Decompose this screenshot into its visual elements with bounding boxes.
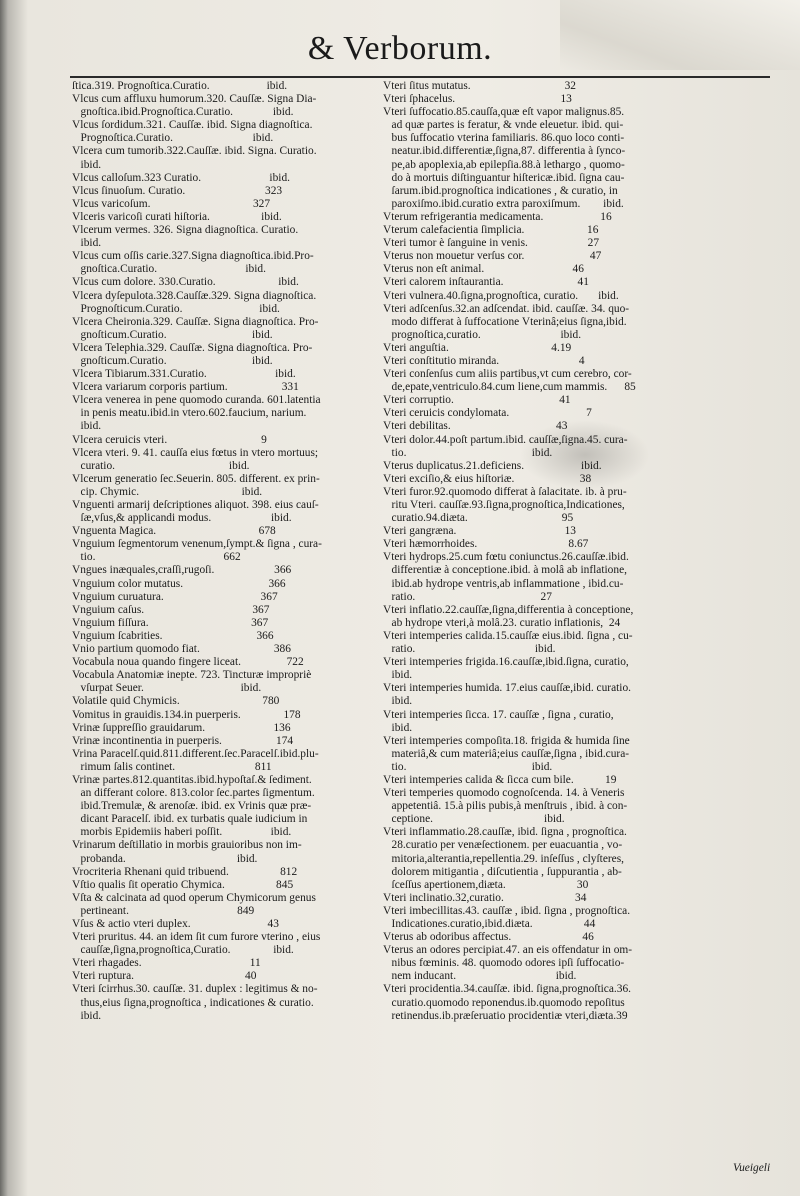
- index-line: Vnguium fiſſura. 367: [72, 616, 269, 629]
- header-rule: [70, 76, 770, 78]
- index-line: Vterus ab odoribus affectus. 46: [383, 931, 594, 944]
- index-line: ſceſſus apertionem,diæta. 30: [383, 878, 589, 891]
- index-line: mitoria,alterantia,repellentia.29. inſeſſus , clyſteres,: [383, 852, 625, 865]
- catchword: Vueigeli: [733, 1162, 771, 1174]
- index-line: Vnguium ſegmentorum venenum,ſympt.& ſigna , cura-: [72, 538, 322, 551]
- index-line: ritu Vteri. cauſſæ.93.ſigna,prognoſtica,Indicationes,: [383, 499, 625, 511]
- index-line: Prognoſtica.Curatio. ibid.: [72, 132, 274, 145]
- index-line: Vteri imbecillitas.43. cauſſæ , ibid. ſigna , prognoſtica.: [383, 904, 631, 917]
- index-line: curatio.94.diæta. 95: [383, 512, 574, 525]
- index-line: Vſtio qualis ſit operatio Chymica. 845: [72, 878, 294, 891]
- index-line: Vterus an odores percipiat.47. an eis offendatur in om-: [383, 944, 633, 957]
- index-line: Vteri intemperies ſicca. 17. cauſſæ , ſigna , curatio,: [383, 708, 614, 721]
- index-line: Vrinæ partes.812.quantitas.ibid.hypoſtaſ.& ſediment.: [72, 773, 312, 786]
- index-line: Vteri intemperies frigida.16.cauſſæ,ibid.ſigna, curatio,: [383, 656, 629, 669]
- index-line: Vteri conſenſus cum aliis partibus,vt cum cerebro, cor-: [383, 368, 632, 381]
- index-line: Vteri temperies quomodo cognoſcenda. 14. à Veneris: [383, 787, 625, 800]
- index-line: curatio.quomodo reponendus.ib.quomodo repoſitus: [383, 996, 625, 1009]
- index-line: Vlceris varicoſi curati hiſtoria. ibid.: [72, 210, 282, 223]
- index-line: Vteri rhagades. 11: [72, 957, 261, 970]
- index-line: ibid.: [383, 669, 413, 682]
- index-line: ibid.ab hydrope ventris,ab inflammatione , ibid.cu-: [383, 577, 624, 590]
- index-line: Vteri intemperies calida & ſicca cum bile. 19: [383, 773, 617, 786]
- index-line: Vnguium curuatura. 367: [72, 590, 278, 603]
- index-line: Vlcera Telephia.329. Cauſſæ. Signa diagnoſtica. Pro-: [72, 341, 313, 354]
- index-line: Vterus non mouetur verſus cor. 47: [383, 250, 602, 263]
- index-line: Vſta & calcinata ad quod operum Chymicorum genus: [72, 891, 316, 904]
- index-line: modo differat à ſuffocatione Vterinâ;eius ſigna,ibid.: [383, 315, 627, 328]
- index-line: Vteri exciſio,& eius hiſtoriæ. 38: [383, 472, 592, 485]
- index-line: Vlcus cum affluxu humorum.320. Cauſſæ. Signa Dia-: [72, 93, 317, 106]
- index-line: cip. Chymic. ibid.: [72, 485, 263, 498]
- index-line: ratio. 27: [383, 590, 552, 603]
- index-line: Vnguium caſus. 367: [72, 603, 270, 616]
- index-line: Vlcera Tibiarum.331.Curatio. ibid.: [72, 368, 296, 381]
- index-line: de,epate,ventriculo.84.cum liene,cum mammis. 85: [383, 381, 636, 394]
- index-line: Vteri ruptura. 40: [72, 970, 257, 983]
- index-line: curatio. ibid.: [72, 459, 250, 472]
- index-line: ibid.: [383, 721, 413, 734]
- index-line: Vlcera venerea in pene quomodo curanda. 601.latentia: [72, 394, 321, 407]
- index-line: Vteri intemperies compoſita.18. frigida & humida ſine: [383, 734, 630, 747]
- index-line: Vlcus cum dolore. 330.Curatio. ibid.: [72, 276, 299, 289]
- index-line: Vnguium color mutatus. 366: [72, 577, 286, 590]
- index-line: Vteri intemperies calida.15.cauſſæ eius.ibid. ſigna , cu-: [383, 629, 633, 642]
- index-line: Vteri hydrops.25.cum fœtu coniunctus.26.cauſſæ.ibid.: [383, 551, 629, 564]
- index-line: Vteri corruptio. 41: [383, 394, 571, 407]
- index-line: Vlcera cum tumorib.322.Cauſſæ. ibid. Signa. Curatio.: [72, 145, 317, 158]
- index-line: Vlcerum vermes. 326. Signa diagnoſtica. Curatio.: [72, 224, 299, 237]
- index-line: Vteri tumor è ſanguine in venis. 27: [383, 237, 600, 250]
- index-line: Vnguenta Magica. 678: [72, 525, 276, 538]
- index-line: Vnio partium quomodo fiat. 386: [72, 643, 291, 656]
- index-line: Vlcus ſinuoſum. Curatio. 323: [72, 184, 283, 197]
- index-line: Vteri procidentia.34.cauſſæ. ibid. ſigna,prognoſtica.36.: [383, 983, 632, 996]
- index-line: Vlcus calloſum.323 Curatio. ibid.: [72, 171, 290, 184]
- index-line: Vteri hæmorrhoides. 8.67: [383, 538, 589, 551]
- index-line: Volatile quid Chymicis. 780: [72, 695, 280, 708]
- page-header: & Verborum.: [307, 30, 493, 67]
- index-line: Vrocriteria Rhenani quid tribuend. 812: [72, 865, 298, 878]
- index-line: ceptione. ibid.: [383, 813, 565, 826]
- index-line: gnoſtica.Curatio. ibid.: [72, 263, 266, 276]
- index-line: Vteri calorem inſtaurantia. 41: [383, 276, 589, 289]
- index-line: Vteri dolor.44.poſt partum.ibid. cauſſæ,ſigna.45. cura-: [383, 433, 628, 446]
- index-line: Vlcus ſordidum.321. Cauſſæ. ibid. Signa diagnoſtica.: [72, 119, 313, 132]
- index-line: ſarum.ibid.prognoſtica indicationes , & curatio, in: [383, 184, 618, 197]
- index-line: tio. ibid.: [383, 760, 553, 773]
- left-column: [72, 80, 370, 1023]
- index-line: 28.curatio per venæſectionem. per euacuantia , vo-: [383, 839, 623, 852]
- index-line: Vteri debilitas. 43: [383, 420, 568, 433]
- index-line: ibid.: [72, 420, 102, 433]
- index-line: Vteri inclinatio.32,curatio. 34: [383, 891, 587, 904]
- index-line: gnoſticum.Curatio. ibid.: [72, 354, 273, 367]
- index-line: ſtica.319. Prognoſtica.Curatio. ibid.: [72, 80, 288, 92]
- index-line: Vteri intemperies humida. 17.eius cauſſæ,ibid. curatio.: [383, 682, 632, 695]
- index-line: dolorem mitigantia , diſcutientia , ſuppurantia , ab-: [383, 865, 622, 878]
- index-line: ſæ,vſus,& applicandi modus. ibid.: [72, 512, 292, 525]
- index-line: Vteri gangræna. 13: [383, 525, 576, 538]
- index-line: neatur.ibid.differentiæ,ſigna,87. differentia à ſynco-: [383, 145, 626, 158]
- index-line: ibid.: [72, 237, 102, 250]
- index-line: Vteri ſphacelus. 13: [383, 93, 572, 106]
- index-line: retinendus.ib.præſeruatio procidentiæ vteri,diæta.39: [383, 1009, 628, 1022]
- index-line: gnoſtica.ibid.Prognoſtica.Curatio. ibid.: [72, 106, 294, 119]
- index-line: Vteri inflammatio.28.cauſſæ, ibid. ſigna , prognoſtica.: [383, 826, 627, 839]
- index-line: Vrinarum deſtillatio in morbis grauioribus non im-: [72, 839, 302, 852]
- index-line: Vterum refrigerantia medicamenta. 16: [383, 210, 612, 223]
- index-line: Vlcus varicoſum. 327: [72, 197, 271, 210]
- index-line: Vteri adſcenſus.32.an adſcendat. ibid. cauſſæ. 34. quo-: [383, 302, 630, 315]
- index-line: Vlcera ceruicis vteri. 9: [72, 433, 267, 446]
- index-line: differentiæ à conceptione.ibid. à molâ ab inflatione,: [383, 564, 627, 577]
- index-line: Vomitus in grauidis.134.in puerperis. 178: [72, 708, 301, 721]
- index-line: Vterum calefacientia ſimplicia. 16: [383, 224, 599, 237]
- index-line: Vnguenti armarij deſcriptiones aliquot. 398. eius cauſ-: [72, 499, 319, 511]
- index-line: morbis Epidemiis haberi poſſit. ibid.: [72, 826, 292, 839]
- index-line: gnoſticum.Curatio. ibid.: [72, 328, 273, 341]
- index-line: Vlcerum generatio ſec.Seuerin. 805. different. ex prin-: [72, 472, 320, 485]
- index-line: ibid.Tremulæ, & arenoſæ. ibid. ex Vrinis quæ præ-: [72, 800, 312, 813]
- index-line: cauſſæ,ſigna,prognoſtica,Curatio. ibid.: [72, 944, 294, 957]
- index-line: ratio. ibid.: [383, 643, 556, 656]
- index-line: Vrinæ incontinentia in puerperis. 174: [72, 734, 294, 747]
- index-line: in penis meatu.ibid.in vtero.602.faucium, narium.: [72, 407, 307, 420]
- index-line: Vteri ſcirrhus.30. cauſſæ. 31. duplex : legitimus & no-: [72, 983, 318, 996]
- index-line: probanda. ibid.: [72, 852, 258, 865]
- index-line: Vterus duplicatus.21.deficiens. ibid.: [383, 459, 602, 472]
- index-line: Vlcera Cheironia.329. Cauſſæ. Signa diagnoſtica. Pro-: [72, 315, 319, 328]
- index-line: Indicationes.curatio,ibid.diæta. 44: [383, 918, 596, 930]
- index-line: Vlcera vteri. 9. 41. cauſſa eius fœtus in vtero mortuus;: [72, 446, 319, 459]
- index-line: Vteri ſuffocatio.85.cauſſa,quæ eſt vapor malignus.85.: [383, 106, 625, 119]
- index-line: paroxiſmo.ibid.curatio extra paroxiſmum. ibid.: [383, 197, 624, 210]
- index-line: ibid.: [72, 158, 102, 171]
- index-line: Vrina Paracelſ.quid.811.different.ſec.Paracelſ.ibid.plu-: [72, 747, 319, 760]
- index-line: prognoſtica,curatio. ibid.: [383, 328, 582, 341]
- index-line: Vteri ſitus mutatus. 32: [383, 80, 577, 92]
- index-line: ad quæ partes is feratur, & vnde eleuetur. ibid. qui-: [383, 119, 624, 132]
- index-line: appetentiâ. 15.à pilis pubis,à menſtruis , ibid. à con-: [383, 800, 628, 813]
- index-line: Vlcera dyſepulota.328.Cauſſæ.329. Signa diagnoſtica.: [72, 289, 317, 302]
- index-line: pe,ab apoplexia,ab epilepſia.88.à lethargo , quomo-: [383, 158, 625, 171]
- index-line: Vteri ceruicis condylomata. 7: [383, 407, 592, 420]
- index-line: Vteri vulnera.40.ſigna,prognoſtica, curatio. ibid.: [383, 289, 619, 302]
- index-line: Vrinæ ſuppreſſio grauidarum. 136: [72, 721, 291, 734]
- index-line: vſurpat Seuer. ibid.: [72, 682, 262, 695]
- index-line: Vterus non eſt animal. 46: [383, 263, 584, 276]
- index-line: Vteri anguſtia. 4.19: [383, 341, 572, 354]
- index-line: ab hydrope vteri,à molâ.23. curatio inflationis, 24: [383, 616, 621, 629]
- index-line: Vteri inflatio.22.cauſſæ,ſigna,differentia à conceptione,: [383, 603, 634, 616]
- index-line: Vteri conſtitutio miranda. 4: [383, 354, 585, 367]
- index-line: ibid.: [72, 1009, 102, 1022]
- index-line: do à mortuis diſtinguantur hiſtericæ.ibid. ſigna cau-: [383, 171, 625, 184]
- index-line: ibid.: [383, 695, 413, 708]
- index-line: Vteri furor.92.quomodo differat à ſalacitate. ib. à pru-: [383, 485, 627, 498]
- index-line: bus ſuffocatio vterina familiaris. 86.quo loco conti-: [383, 132, 625, 145]
- index-line: Vnguium ſcabrities. 366: [72, 629, 274, 642]
- index-line: tio. 662: [72, 551, 241, 564]
- index-line: Vlcus cum oſſis carie.327.Signa diagnoſtica.ibid.Pro-: [72, 250, 314, 263]
- index-line: rimum ſalis continet. 811: [72, 760, 272, 773]
- index-line: Vngues inæquales,craſſi,rugoſi. 366: [72, 564, 292, 577]
- index-line: thus,eius ſigna,prognoſtica , indicationes & curatio.: [72, 996, 314, 1009]
- index-line: Prognoſticum.Curatio. ibid.: [72, 302, 280, 315]
- index-line: Vocabula Anatomiæ inepte. 723. Tincturæ impropriè: [72, 669, 312, 682]
- index-line: Vſus & actio vteri duplex. 43: [72, 918, 279, 930]
- index-line: tio. ibid.: [383, 446, 553, 459]
- index-line: Vteri pruritus. 44. an idem ſit cum furore vterino , eius: [72, 931, 321, 944]
- index-line: materiâ,& cum materiâ;eius cauſſæ,ſigna , ibid.cura-: [383, 747, 630, 760]
- index-line: nibus fœminis. 48. quomodo odores ipſi ſuffocatio-: [383, 957, 625, 970]
- right-column: [383, 80, 683, 1023]
- index-line: nem inducant. ibid.: [383, 970, 577, 983]
- index-line: pertineant. 849: [72, 904, 255, 917]
- index-line: Vocabula noua quando fingere liceat. 722: [72, 656, 304, 669]
- index-line: an differant colore. 813.color ſec.partes ſigmentum.: [72, 787, 315, 800]
- index-line: Vlcera variarum corporis partium. 331: [72, 381, 299, 394]
- index-line: dicant Paracelſ. ibid. ex turbatis quale iudicium in: [72, 813, 308, 826]
